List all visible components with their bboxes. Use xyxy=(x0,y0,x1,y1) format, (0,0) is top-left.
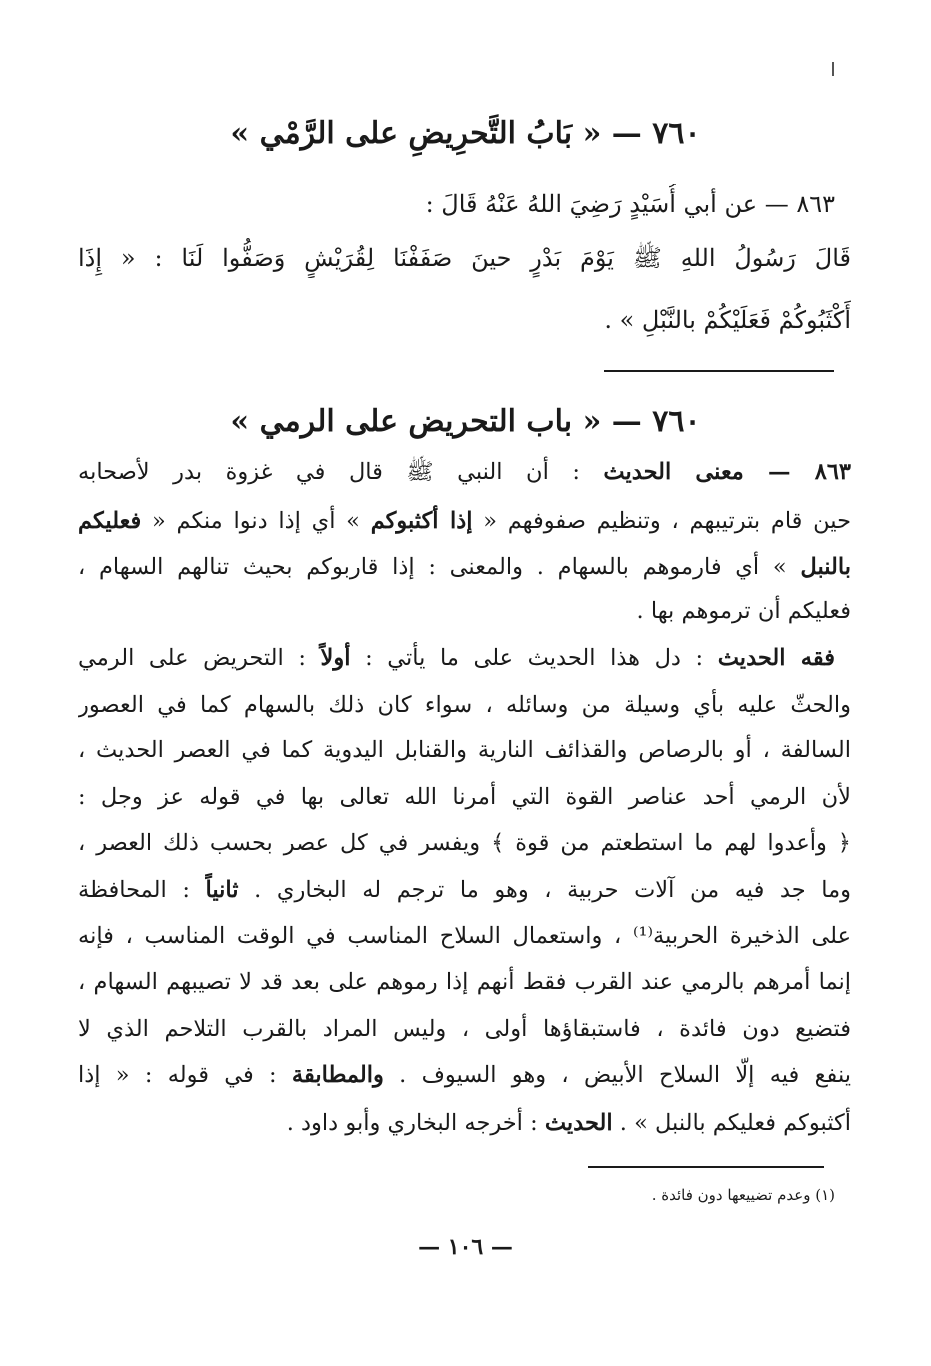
hadith-line-1: قَالَ رَسُولُ اللهِ ﷺ يَوْمَ بَدْرٍ حينَ صَفَفْنَا لِقُرَيْشٍ وَصَفُّوا لَنَا : « إِذَا xyxy=(78,244,851,272)
fiqh-line-7: على الذخيرة الحربية⁽¹⁾ ، واستعمال السلاح المناسب في الوقت المناسب ، فإنه xyxy=(78,923,851,949)
text: » أي فارموهم بالسهام . والمعنى : إذا قاربوكم بحيث تنالهم السهام ، xyxy=(78,554,801,580)
commentary-line-1 xyxy=(78,452,851,492)
text: : دل هذا الحديث على ما يأتي : xyxy=(350,645,718,671)
footnote-rule xyxy=(588,1166,824,1168)
fiqh-line-3: السالفة ، أو بالرصاص والقذائف النارية والقنابل اليدوية كما في العصر الحديث ، xyxy=(78,737,851,763)
text: : في قوله : « إذا xyxy=(78,1062,292,1088)
fiqh-line-1 xyxy=(78,638,835,678)
page-number: — ١٠٦ — xyxy=(418,1234,513,1260)
fiqh-line-2: والحثّ عليه بأي وسيلة من وسائله ، سواء كان ذلك بالسهام كما في العصور xyxy=(78,692,851,718)
ma-na-text: : أن النبي ﷺ قال في غزوة بدر لأصحابه xyxy=(78,459,604,485)
bold-term: أولاً xyxy=(320,645,351,671)
commentary-line-2 xyxy=(78,501,851,541)
scan-mark xyxy=(832,62,834,76)
footnote: (١) وعدم تضييعها دون فائدة . xyxy=(651,1186,835,1204)
text: : المحافظة xyxy=(78,877,206,903)
fiqh-line-4: لأن الرمي أحد عناصر القوة التي أمرنا الله تعالى بها في قوله عز وجل : xyxy=(78,784,851,810)
text: : التحريض على الرمي xyxy=(78,645,321,671)
fiqh-label: فقه الحديث xyxy=(717,645,835,671)
bold-term: بالنبل xyxy=(800,554,851,580)
bold-term: والمطابقة xyxy=(291,1062,384,1088)
bold-term: ثانياً xyxy=(205,877,239,903)
text: حين قام بترتيبهم ، وتنظيم صفوفهم « xyxy=(472,508,851,534)
text: وما جد فيه من آلات حربية ، وهو ما ترجم له البخاري . xyxy=(238,877,851,903)
text: أكثبوكم فعليكم بالنبل » . xyxy=(612,1110,851,1136)
bold-term: إذا أكثبوكم xyxy=(370,508,473,534)
bold-term: الحديث xyxy=(544,1110,613,1136)
separator-rule xyxy=(604,370,834,372)
fiqh-line-5: ﴿ وأعدوا لهم ما استطعتم من قوة ﴾ ويفسر في كل عصر بحسب ذلك العصر ، xyxy=(78,830,851,856)
chapter-heading-text: ٧٦٠ — « بَابُ التَّحرِيضِ على الرَّمْي » xyxy=(230,116,701,151)
commentary-line-4: فعليكم أن ترموهم بها . xyxy=(636,598,851,624)
commentary-heading: ٧٦٠ — « باب التحريض على الرمي » xyxy=(230,404,701,439)
text: ينفع فيه إلّا السلاح الأبيض ، وهو السيوف . xyxy=(383,1062,851,1088)
ma-na-label: ٨٦٣ — معنى الحديث xyxy=(603,459,851,485)
bold-term: فعليكم xyxy=(78,508,142,534)
hadith-intro: ٨٦٣ — عن أبي أُسَيْدٍ رَضِيَ اللهُ عَنْهُ قَالَ : xyxy=(425,190,835,218)
fiqh-line-8: إنما أمرهم بالرمي عند القرب فقط أنهم إذا رموهم على بعد قد لا تصيبهم السهام ، xyxy=(78,969,851,995)
text: : أخرجه البخاري وأبو داود . xyxy=(286,1110,545,1136)
fiqh-line-10 xyxy=(78,1055,851,1095)
fiqh-line-9: فتضيع دون فائدة ، فاستبقاؤها أولى ، وليس المراد بالقرب التلاحم الذي لا xyxy=(78,1016,851,1042)
text: » أي إذا دنوا منكم « xyxy=(141,508,371,534)
commentary-line-3 xyxy=(78,547,851,587)
fiqh-line-6 xyxy=(78,870,851,910)
fiqh-line-11 xyxy=(78,1103,851,1143)
hadith-line-2: أَكْثَبُوكُمْ فَعَلَيْكُمْ بالنَّبْلِ » . xyxy=(604,306,851,334)
